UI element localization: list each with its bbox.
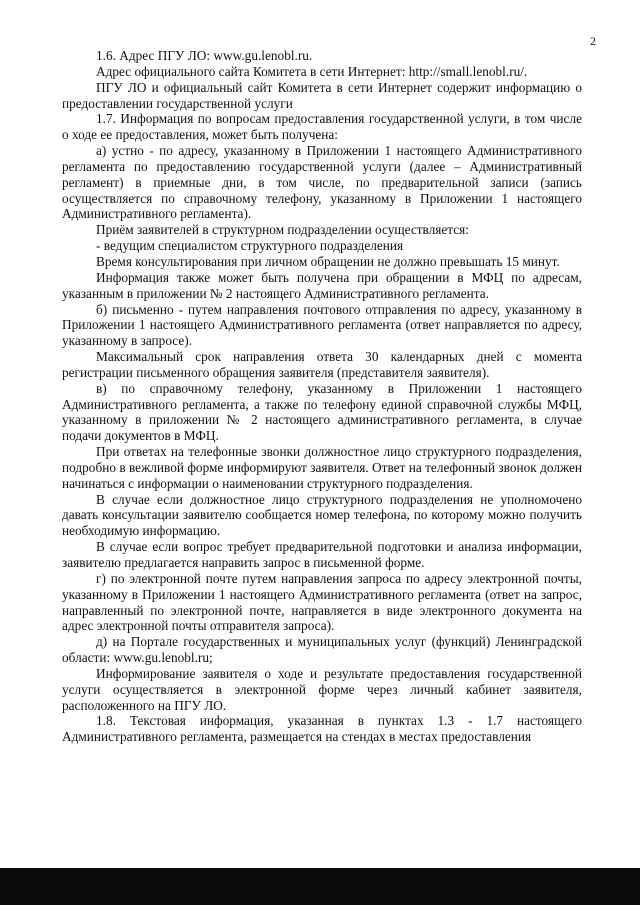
paragraph: ПГУ ЛО и официальный сайт Комитета в сети Интернет содержит информацию о предоставлении государственной услуги (62, 79, 582, 111)
paragraph: Время консультирования при личном обращении не должно превышать 15 минут. (96, 253, 560, 269)
paragraph: В случае если вопрос требует предварительной подготовки и анализа информации, заявителю предлагается направить запрос в письменной форме. (62, 539, 582, 570)
document-body (62, 48, 582, 745)
paragraph: а) устно - по адресу, указанному в Приложении 1 настоящего Административного регламента по предоставлению государственной услуги (далее – Административный регламент) в приемные дни, в том числе, по предварительной записи (запись осуществляется по справочному телефону, указанному в Приложении 1 настоящего Административного регламента). (62, 143, 582, 222)
paragraph: Максимальный срок направления ответа 30 календарных дней с момента регистрации письменного обращения заявителя (представителя заявителя). (62, 349, 582, 380)
page-number: 2 (590, 34, 596, 48)
paragraph: При ответах на телефонные звонки должностное лицо структурного подразделения, подробно в вежливой форме информируют заявителя. Ответ на телефонный звонок должен начинаться с информации о наименовании структурного подразделения. (62, 444, 582, 491)
paragraph: Информация также может быть получена при обращении в МФЦ по адресам, указанным в приложении № 2 настоящего Административного регламента. (62, 269, 582, 301)
paragraph: в) по справочному телефону, указанному в Приложении 1 настоящего Административного регламента, а также по телефону единой справочной службы МФЦ, указанному в приложении № 2 настоящего административного регламента, в случае подачи документов в МФЦ. (62, 380, 582, 444)
paragraph: - ведущим специалистом структурного подразделения (96, 238, 404, 254)
paragraph: В случае если должностное лицо структурного подразделения не уполномочено давать консультации заявителю сообщается номер телефона, по которому можно получить необходимую информацию. (62, 491, 582, 539)
paragraph: б) письменно - путем направления почтового отправления по адресу, указанному в Приложении 1 настоящего Административного регламента (ответ направляется по адресу, указанному в запросе). (62, 301, 582, 349)
paragraph: 1.7. Информация по вопросам предоставления государственной услуги, в том числе о ходе ее предоставления, может быть получена: (62, 111, 582, 143)
paragraph: 1.6. Адрес ПГУ ЛО: www.gu.lenobl.ru. (96, 48, 313, 63)
paragraph: г) по электронной почте путем направления запроса по адресу электронной почты, указанному в Приложении 1 настоящего Административного регламента (ответ на запрос, направленный по электронной почте, направляется в виде электронного документа на адрес электронной почты отправителя запроса). (62, 570, 582, 634)
paragraph: 1.8. Текстовая информация, указанная в пунктах 1.3 - 1.7 настоящего Административного регламента, размещается на стендах в местах предоставления (62, 713, 582, 745)
paragraph: Адрес официального сайта Комитета в сети Интернет: http://small.lenobl.ru/. (96, 63, 528, 79)
scan-bottom-edge (0, 868, 640, 905)
paragraph: д) на Портале государственных и муниципальных услуг (функций) Ленинградской области: www.gu.lenobl.ru; (62, 634, 582, 666)
paragraph: Приём заявителей в структурном подразделении осуществляется: (96, 222, 469, 238)
paragraph: Информирование заявителя о ходе и результате предоставления государственной услуги осуществляется в электронной форме через личный кабинет заявителя, расположенного на ПГУ ЛО. (62, 665, 582, 713)
